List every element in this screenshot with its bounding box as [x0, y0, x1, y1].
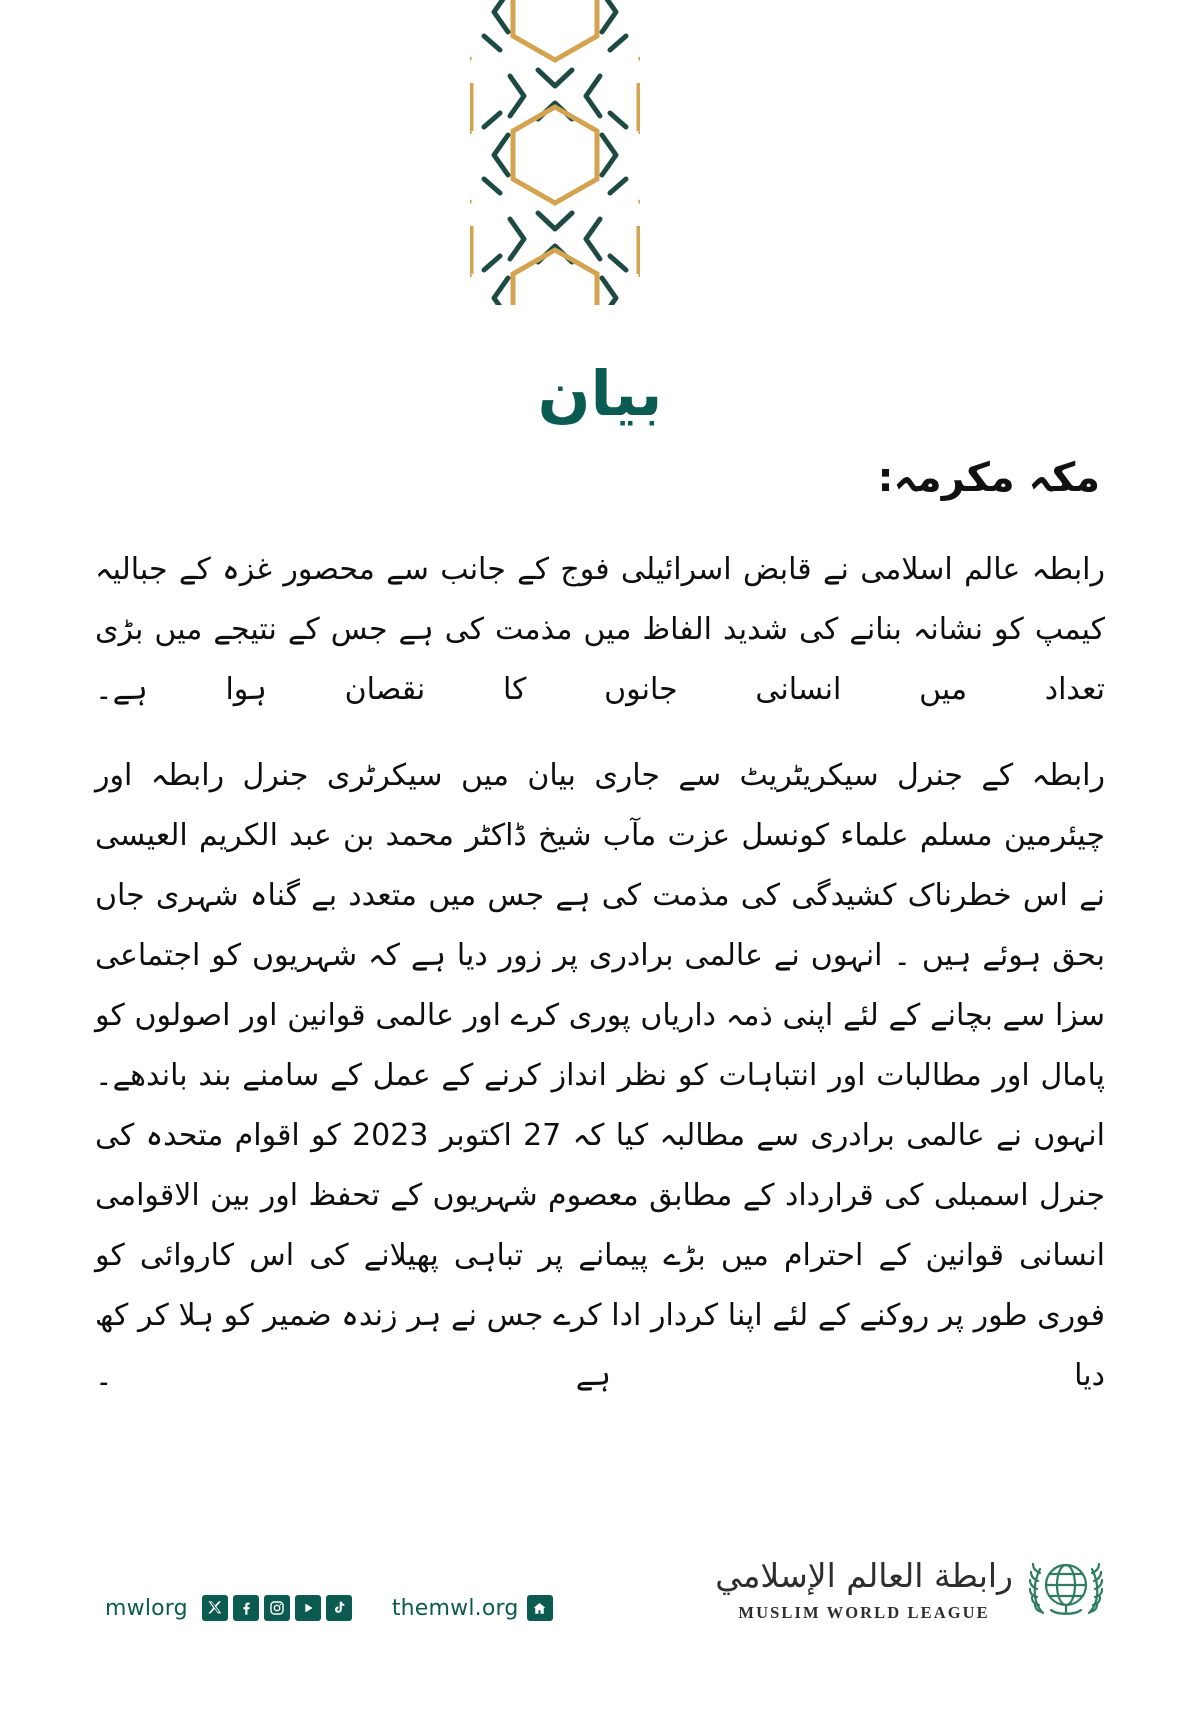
logo-english-name: MUSLIM WORLD LEAGUE	[738, 1602, 990, 1622]
youtube-icon[interactable]	[295, 1595, 321, 1621]
globe-wreath-emblem	[1027, 1547, 1105, 1631]
mwl-logo	[715, 1547, 1105, 1631]
dateline-row	[0, 455, 1200, 501]
page-title: بیان	[537, 357, 663, 430]
social-icon-row	[202, 1595, 352, 1621]
page-footer	[0, 1509, 1200, 1639]
website-label: themwl.org	[391, 1595, 519, 1621]
paragraph: رابطہ کے جنرل سیکریٹریٹ سے جاری بیان میں سیکرٹری جنرل رابطہ اور چیئرمین مسلم علماء کونسل عزت مآب شیخ ڈاکٹر محمد بن عبد الکریم العیسی نے اس خطرناک کشیدگی کی مذمت کی ہے جس میں متعدد بے گناہ شہری جاں بحق ہوئے ہیں ۔ انہوں نے عالمی برادری پر زور دیا ہے کہ شہریوں کو اجتماعی سزا سے بچانے کے لئے اپنی ذمہ داریاں پوری کرے اور عالمی قوانین اور اصولوں کو پامال اور مطالبات اور انتباہات کو نظر انداز کرنے کے عمل کے سامنے بند باندھے۔ انہوں نے عالمی برادری سے مطالبہ کیا کہ 27 اکتوبر 2023 کو اقوام متحدہ کی جنرل اسمبلی کی قرارداد کے مطابق معصوم شہریوں کے تحفظ اور بین الاقوامی انسانی قوانین کے احترام میں بڑے پیمانے پر تباہی پھیلانے کی اس کاروائی کو فوری طور پر روکنے کے لئے اپنا کردار ادا کرے جس نے ہر زندہ ضمیر کو ہلا کر کھ دیا ہے ۔	[95, 758, 1105, 1393]
tiktok-icon[interactable]	[326, 1595, 352, 1621]
social-handle: mwlorg	[105, 1595, 188, 1621]
instagram-icon[interactable]	[264, 1595, 290, 1621]
footer-social-block	[105, 1595, 553, 1621]
geometric-ornament	[470, 0, 640, 305]
logo-text-block	[715, 1555, 1013, 1622]
home-icon[interactable]	[527, 1595, 553, 1621]
x-twitter-icon[interactable]	[202, 1595, 228, 1621]
dateline: مکہ مکرمہ:	[877, 455, 1100, 501]
logo-arabic-name: رابطة العالم الإسلامي	[715, 1556, 1013, 1596]
paragraph: رابطہ عالم اسلامی نے قابض اسرائیلی فوج کے جانب سے محصور غزہ کے جبالیہ کیمپ کو نشانہ بنانے کی شدید الفاظ میں مذمت کی ہے جس کے نتیجے میں بڑی تعداد میں انسانی جانوں کا نقصان ہوا ہے۔	[95, 552, 1105, 707]
website-block	[392, 1595, 553, 1621]
facebook-icon[interactable]	[233, 1595, 259, 1621]
statement-body	[95, 540, 1105, 1406]
